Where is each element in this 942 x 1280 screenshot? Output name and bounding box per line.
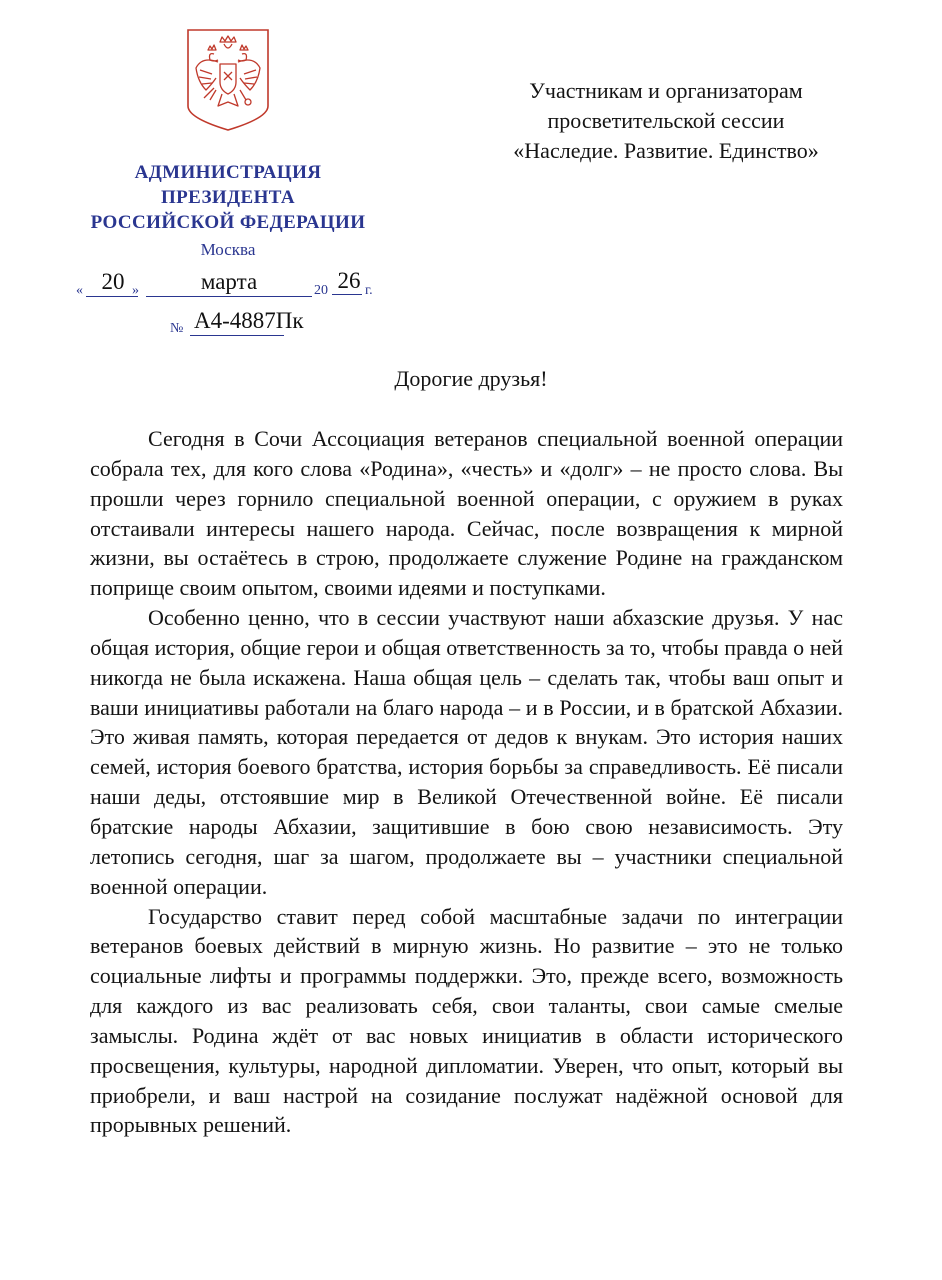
date-close-quote: » <box>132 283 139 298</box>
greeting: Дорогие друзья! <box>394 366 548 391</box>
date-year-suffix: 26 <box>337 268 361 293</box>
date-month-underline <box>146 296 312 297</box>
coat-of-arms-icon <box>186 28 270 132</box>
addressee-line: Участникам и организаторам <box>529 78 803 103</box>
body-paragraph: Сегодня в Сочи Ассоциация ветеранов специальной военной операции собрала тех, для кого слова «Родина», «честь» и «долг» – не просто слова. Вы прошли через горнило специальной военной операции, с оружием в руках отстаивали интересы нашего народа. Сейчас, после возвращения к мирной жизни, вы остаётесь в строю, продолжаете служение Родине на гражданском поприще своим опытом, своими идеями и поступками. <box>90 426 843 601</box>
letter-body <box>90 424 843 1140</box>
body-paragraph: Государство ставит перед собой масштабные задачи по интеграции ветеранов боевых действий в мирную жизнь. Но развитие – это не только социальные лифты и программы поддержки. Это, прежде всего, возможность для каждого из вас реализовать себя, свои таланты, свои самые смелые замыслы. Родина ждёт от вас новых инициатив в области исторического просвещения, культуры, народной дипломатии. Уверен, что опыт, который вы приобрели, и ваш настрой на созидание послужат надёжной основой для прорывных решений. <box>90 903 843 1138</box>
addressee-line: просветительской сессии <box>547 108 785 133</box>
date-day-underline <box>86 296 138 297</box>
addressee-line: «Наследие. Развитие. Единство» <box>513 138 819 163</box>
date-year-underline <box>332 294 362 295</box>
registration-underline <box>190 335 284 336</box>
sender-org-line: РОССИЙСКОЙ ФЕДЕРАЦИИ <box>90 212 366 233</box>
body-paragraph: Особенно ценно, что в сессии участвуют наши абхазские друзья. У нас общая история, общие герои и общая ответственность за то, чтобы правда о ней никогда не была искажена. Наша общая цель – сделать так, чтобы ваш опыт и ваши инициативы работали на благо народа – и в России, и в братской Абхазии. Это живая память, которая передается от дедов к внукам. Это история наших семей, история боевого братства, история борьбы за справедливость. Её писали наши деды, отстоявшие мир в Великой Отечественной войне. Её писали братские народы Абхазии, защитившие в бою свою независимость. Эту летопись сегодня, шаг за шагом, продолжаете вы – участники специальной военной операции. <box>90 605 843 899</box>
sender-block <box>82 160 374 261</box>
date-day: 20 <box>101 269 125 294</box>
date-line <box>76 268 386 302</box>
number-sign: № <box>170 321 184 336</box>
sender-org-line: АДМИНИСТРАЦИЯ <box>134 162 322 183</box>
date-open-quote: « <box>76 283 83 298</box>
date-month: марта <box>200 269 258 294</box>
sender-city: Москва <box>200 240 256 259</box>
date-year-mark: г. <box>365 283 373 298</box>
registration-line <box>170 308 370 342</box>
registration-number: А4-4887Пк <box>194 308 304 333</box>
addressee-block <box>480 76 852 166</box>
date-year-prefix: 20 <box>314 283 328 298</box>
sender-org-line: ПРЕЗИДЕНТА <box>160 187 296 208</box>
